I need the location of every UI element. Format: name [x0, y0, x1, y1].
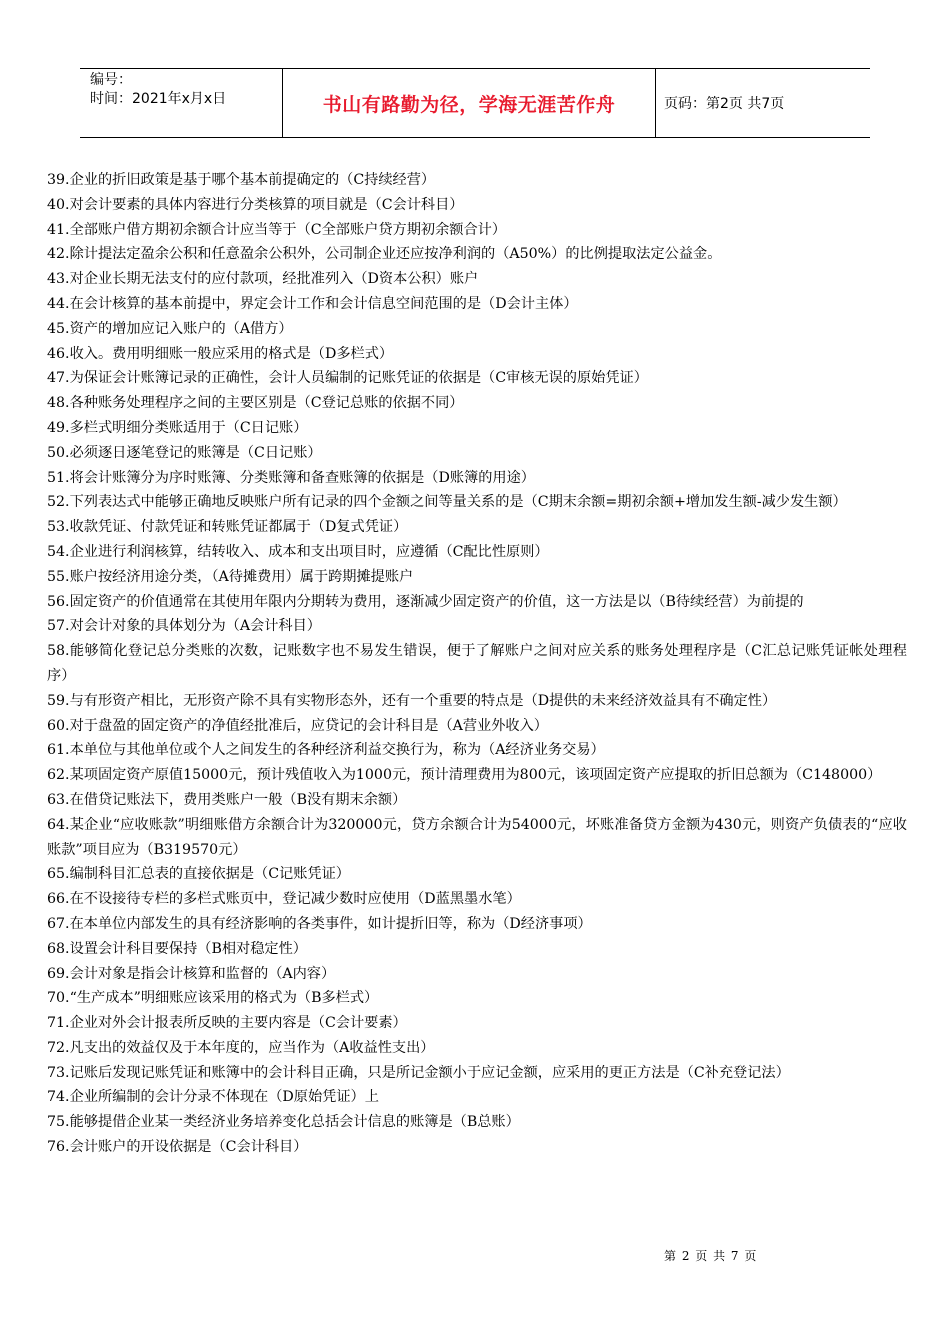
question-item: 44.在会计核算的基本前提中，界定会计工作和会计信息空间范围的是（D会计主体） — [47, 295, 578, 312]
question-item: 41.全部账户借方期初余额合计应当等于（C全部账户贷方期初余额合计） — [47, 221, 507, 238]
question-item: 59.与有形资产相比，无形资产除不具有实物形态外，还有一个重要的特点是（D提供的未来经济效益具有不确定性） — [47, 692, 777, 709]
question-item: 48.各种账务处理程序之间的主要区别是（C登记总账的依据不同） — [47, 395, 464, 412]
question-item: 40.对会计要素的具体内容进行分类核算的项目就是（C会计科目） — [47, 196, 464, 213]
question-item: 54.企业进行利润核算，结转收入、成本和支出项目时，应遵循（C配比性原则） — [47, 543, 549, 560]
question-item: 58.能够简化登记总分类账的次数，记账数字也不易发生错误，便于了解账户之间对应关系的账务处理程序是（C汇总记账凭证帐处理程序） — [47, 643, 907, 684]
header-meta — [80, 69, 283, 137]
question-item: 67.在本单位内部发生的具有经济影响的各类事件，如计提折旧等，称为（D经济事项） — [47, 915, 592, 932]
question-item: 52.下列表达式中能够正确地反映账户所有记录的四个金额之间等量关系的是（C期末余额=期初余额+增加发生额-减少发生额） — [47, 494, 847, 511]
question-item: 47.为保证会计账簿记录的正确性，会计人员编制的记账凭证的依据是（C审核无误的原始凭证） — [47, 370, 648, 387]
question-item: 57.对会计对象的具体划分为（A会计科目） — [47, 618, 321, 635]
question-item: 46.收入。费用明细账一般应采用的格式是（D多栏式） — [47, 345, 394, 362]
question-item: 72.凡支出的效益仅及于本年度的，应当作为（A收益性支出） — [47, 1039, 435, 1056]
question-item: 51.将会计账簿分为序时账簿、分类账簿和备查账簿的依据是（D账簿的用途） — [47, 469, 535, 486]
question-item: 45.资产的增加应记入账户的（A借方） — [47, 320, 293, 337]
question-item: 42.除计提法定盈余公积和任意盈余公积外，公司制企业还应按净利润的（A50%）的比例提取法定公益金。 — [47, 246, 722, 263]
question-item: 60.对于盘盈的固定资产的净值经批准后，应贷记的会计科目是（A营业外收入） — [47, 717, 548, 734]
document-time-label: 时间：2021年x月x日 — [90, 91, 227, 107]
question-item: 56.固定资产的价值通常在其使用年限内分期转为费用，逐渐减少固定资产的价值，这一方法是以（B待续经营）为前提的 — [47, 593, 804, 610]
question-item: 66.在不设接待专栏的多栏式账页中，登记减少数时应使用（D蓝黑墨水笔） — [47, 891, 521, 908]
question-item: 69.会计对象是指会计核算和监督的（A内容） — [47, 965, 336, 982]
header-motto: 书山有路勤为径，学海无涯苦作舟 — [283, 69, 656, 137]
question-item: 61.本单位与其他单位或个人之间发生的各种经济利益交换行为，称为（A经济业务交易） — [47, 742, 605, 759]
question-item: 43.对企业长期无法支付的应付款项，经批准列入（D资本公积）账户 — [47, 271, 479, 288]
question-item: 53.收款凭证、付款凭证和转账凭证都属于（D复式凭证） — [47, 519, 408, 536]
question-item: 49.多栏式明细分类账适用于（C日记账） — [47, 419, 308, 436]
page-footer: 第 2 页 共 7 页 — [664, 1249, 758, 1263]
question-item: 64.某企业“应收账款”明细账借方余额合计为320000元，贷方余额合计为54000元，坏账准备贷方金额为430元，则资产负债表的“应收账款”项目应为（B319570元） — [47, 816, 907, 858]
question-item: 55.账户按经济用途分类，（A待摊费用）属于跨期摊提账户 — [47, 568, 414, 585]
question-item: 62.某项固定资产原值15000元，预计残值收入为1000元，预计清理费用为800元，该项固定资产应提取的折旧总额为（C148000） — [47, 767, 882, 784]
question-item: 68.设置会计科目要保持（B相对稳定性） — [47, 940, 307, 957]
question-item: 39.企业的折旧政策是基于哪个基本前提确定的（C持续经营） — [47, 172, 436, 188]
document-number-label: 编号： — [90, 72, 132, 88]
question-item: 65.编制科目汇总表的直接依据是（C记账凭证） — [47, 866, 350, 883]
question-item: 63.在借贷记账法下，费用类账户一般（B没有期末余额） — [47, 791, 407, 808]
question-item: 74.企业所编制的会计分录不体现在（D原始凭证）上 — [47, 1089, 379, 1106]
question-item: 76.会计账户的开设依据是（C会计科目） — [47, 1139, 308, 1156]
question-item: 75.能够提借企业某一类经济业务培养变化总括会计信息的账簿是（B总账） — [47, 1114, 520, 1131]
question-item: 71.企业对外会计报表所反映的主要内容是（C会计要素） — [47, 1015, 407, 1032]
question-item: 70.“生产成本”明细账应该采用的格式为（B多栏式） — [47, 990, 379, 1007]
question-list — [47, 168, 907, 1160]
page-header — [80, 68, 870, 138]
question-item: 50.必须逐日逐笔登记的账簿是（C日记账） — [47, 444, 322, 461]
question-item: 73.记账后发现记账凭证和账簿中的会计科目正确，只是所记金额小于应记金额，应采用的更正方法是（C补充登记法） — [47, 1064, 790, 1081]
header-page-info: 页码：第2页 共7页 — [664, 96, 785, 112]
